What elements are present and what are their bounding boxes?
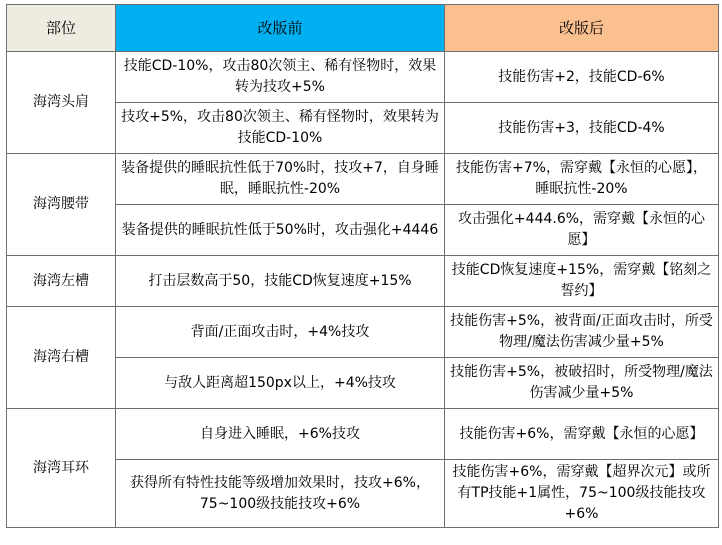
header-part: 部位 <box>7 5 116 52</box>
before-cell: 装备提供的睡眠抗性低于70%时，技攻+7，自身睡眠，睡眠抗性-20% <box>116 154 445 205</box>
after-cell: 技能伤害+7%，需穿戴【永恒的心愿】，睡眠抗性-20% <box>445 154 719 205</box>
after-cell: 技能CD恢复速度+15%，需穿戴【铭刻之誓约】 <box>445 256 719 307</box>
before-cell: 技能CD-10%，攻击80次领主、稀有怪物时，效果转为技攻+5% <box>116 52 445 103</box>
before-cell: 自身进入睡眠，+6%技攻 <box>116 409 445 460</box>
part-cell: 海湾耳环 <box>7 409 116 528</box>
after-cell: 技能伤害+5%，被破招时，所受物理/魔法伤害减少量+5% <box>445 358 719 409</box>
table-row <box>7 154 719 205</box>
before-cell: 背面/正面攻击时，+4%技攻 <box>116 307 445 358</box>
after-cell: 技能伤害+6%，需穿戴【超界次元】或所有TP技能+1属性，75~100级技能技攻+6% <box>445 460 719 528</box>
header-before: 改版前 <box>116 5 445 52</box>
after-cell: 攻击强化+444.6%，需穿戴【永恒的心愿】 <box>445 205 719 256</box>
header-row <box>7 5 719 52</box>
before-cell: 技攻+5%，攻击80次领主、稀有怪物时，效果转为技能CD-10% <box>116 103 445 154</box>
table-row <box>7 256 719 307</box>
after-cell: 技能伤害+3，技能CD-4% <box>445 103 719 154</box>
part-cell: 海湾右槽 <box>7 307 116 409</box>
part-cell: 海湾腰带 <box>7 154 116 256</box>
before-cell: 与敌人距离超150px以上，+4%技攻 <box>116 358 445 409</box>
table-row <box>7 409 719 460</box>
part-cell: 海湾左槽 <box>7 256 116 307</box>
table-row <box>7 52 719 103</box>
part-cell: 海湾头肩 <box>7 52 116 154</box>
before-cell: 装备提供的睡眠抗性低于50%时，攻击强化+4446 <box>116 205 445 256</box>
table-row <box>7 307 719 358</box>
before-cell: 获得所有特性技能等级增加效果时，技攻+6%，75~100级技能技攻+6% <box>116 460 445 528</box>
comparison-table <box>6 4 719 528</box>
after-cell: 技能伤害+2，技能CD-6% <box>445 52 719 103</box>
after-cell: 技能伤害+6%，需穿戴【永恒的心愿】 <box>445 409 719 460</box>
before-cell: 打击层数高于50，技能CD恢复速度+15% <box>116 256 445 307</box>
after-cell: 技能伤害+5%，被背面/正面攻击时，所受物理/魔法伤害减少量+5% <box>445 307 719 358</box>
header-after: 改版后 <box>445 5 719 52</box>
